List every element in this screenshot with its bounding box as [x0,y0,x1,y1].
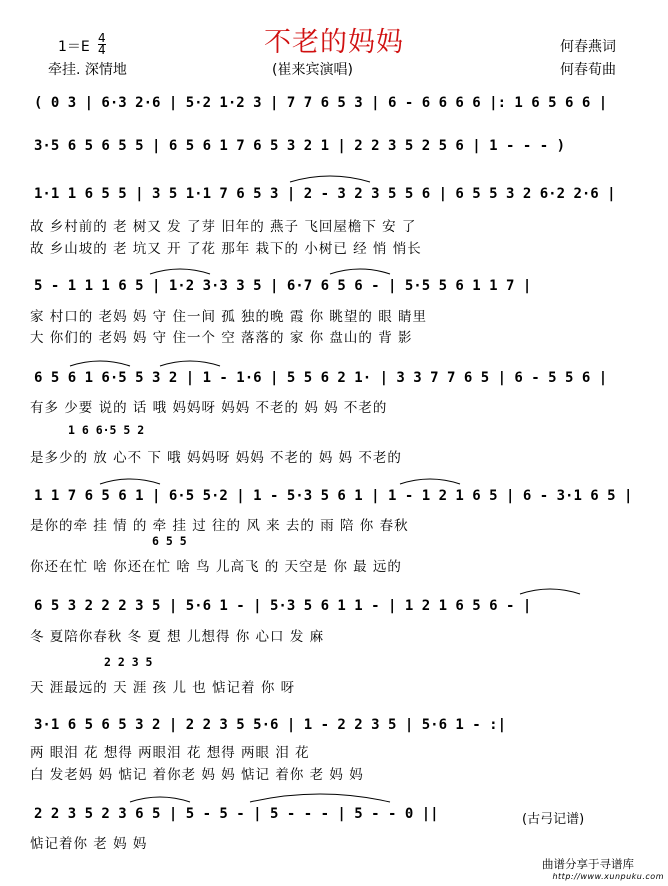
lyric-line-6-verse-1: 是你的牵 挂 情 的 牵 挂 过 往的 风 来 去的 雨 陪 你 春秋 [30,518,409,534]
notation-line-8: 3·1 6 5 6 5 3 2 | 2 2 3 5 5·6 | 1 - 2 2 3 5 | 5·6 1 - :| [34,717,507,733]
expression-mark: 牵挂. 深情地 [48,62,127,78]
notation-line-4: 5 - 1 1 1 6 5 | 1·2 3·3 3 5 | 6·7 6 5 6 - | 5·5 5 6 1 1 7 | [34,278,532,294]
notation-line-6: 1 1 7 6 5 6 1 | 6·5 5·2 | 1 - 5·3 5 6 1 | 1 - 1 2 1 6 5 | 6 - 3·1 6 5 | [34,488,633,504]
notation-line-6-alt: 6 5 5 [152,534,187,548]
time-sig-top: 4 [98,31,106,45]
lyric-line-5-verse-2: 是多少的 放 心不 下 哦 妈妈呀 妈妈 不老的 妈 妈 不老的 [30,450,402,466]
key-signature: 1＝E [58,39,90,55]
notation-line-2: 3·5 6 5 6 5 5 | 6 5 6 1 7 6 5 3 2 1 | 2 2 3 5 2 5 6 | 1 - - - ) [34,138,566,154]
notation-line-7-alt: 2 2 3 5 [104,655,153,669]
lyric-line-4-verse-2: 大 你们的 老妈 妈 守 住一个 空 落落的 家 你 盘山的 背 影 [30,330,413,346]
watermark-text: 曲谱分享于寻谱库 [542,857,634,871]
lyric-line-4-verse-1: 家 村口的 老妈 妈 守 住一间 孤 独的晚 霞 你 眺望的 眼 睛里 [30,309,427,325]
lyric-line-7-verse-2: 天 涯最远的 天 涯 孩 儿 也 惦记着 你 呀 [30,680,296,696]
notation-line-7: 6 5 3 2 2 2 3 5 | 5·6 1 - | 5·3 5 6 1 1 - | 1 2 1 6 5 6 - | [34,598,532,614]
lyric-line-6-verse-2: 你还在忙 啥 你还在忙 啥 鸟 儿高飞 的 天空是 你 最 远的 [30,559,402,575]
watermark-url: http://www.xunpuku.com [552,872,664,881]
notation-line-5-alt: 1 6 6·5 5 2 [68,423,145,437]
song-title: 不老的妈妈 [264,27,404,58]
notation-line-3: 1·1 1 6 5 5 | 3 5 1·1 7 6 5 3 | 2 - 3 2 3 5 5 6 | 6 5 5 3 2 6·2 2·6 | [34,186,616,202]
time-sig-bottom: 4 [98,43,106,57]
lyric-line-5-verse-1: 有多 少要 说的 话 哦 妈妈呀 妈妈 不老的 妈 妈 不老的 [30,400,388,416]
lyric-line-7-verse-1: 冬 夏陪你春秋 冬 夏 想 儿想得 你 心口 发 麻 [30,629,325,645]
lyric-line-9-verse-1: 惦记着你 老 妈 妈 [30,836,148,852]
composer: 何春荀曲 [560,62,616,78]
notation-line-5: 6 5 6 1 6·5 5 3 2 | 1 - 1·6 | 5 5 6 2 1· | 3 3 7 7 6 5 | 6 - 5 5 6 | [34,370,608,386]
lyricist: 何春燕词 [560,39,616,55]
lyric-line-3-verse-1: 故 乡村前的 老 树又 发 了芽 旧年的 燕子 飞回屋檐下 安 了 [30,219,417,235]
notation-line-1: ( 0 3 | 6·3 2·6 | 5·2 1·2 3 | 7 7 6 5 3 | 6 - 6 6 6 6 |: 1 6 5 6 6 | [34,95,608,111]
notation-line-9: 2 2 3 5 2 3 6 5 | 5 - 5 - | 5 - - - | 5 - - 0 || [34,806,439,822]
lyric-line-3-verse-2: 故 乡山坡的 老 坑又 开 了花 那年 栽下的 小树已 经 悄 悄长 [30,241,422,257]
transcriber-credit: (古弓记谱) [522,812,585,827]
lyric-line-8-verse-2: 白 发老妈 妈 惦记 着你老 妈 妈 惦记 着你 老 妈 妈 [30,767,364,783]
lyric-line-8-verse-1: 两 眼泪 花 想得 两眼泪 花 想得 两眼 泪 花 [30,745,310,761]
performer: (崔来宾演唱) [272,62,353,78]
